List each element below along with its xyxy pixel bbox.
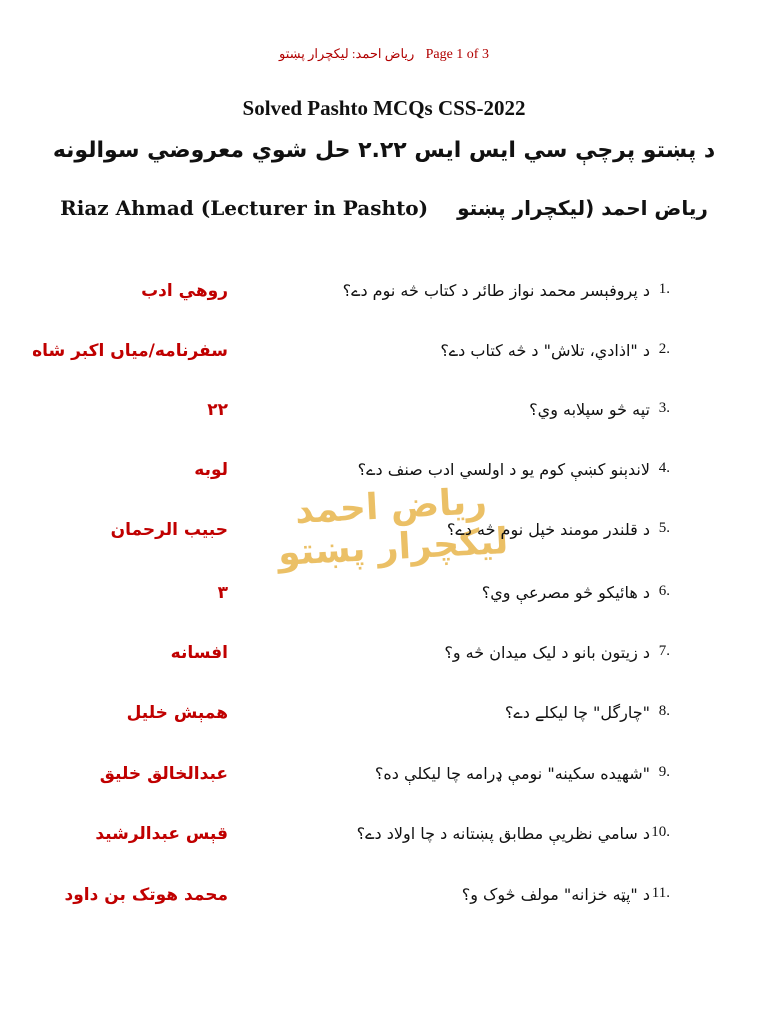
question-row [0, 643, 768, 673]
answer-text: روهي ادب [141, 281, 228, 301]
question-text: د "پټه خزانه" مولف څوک و؟ [461, 885, 650, 904]
question-number: 5. [658, 520, 670, 536]
question-row [0, 764, 768, 794]
question-number: 9. [658, 764, 670, 780]
question-number: 2. [658, 341, 670, 357]
question-text: تپه څو سپلابه وي؟ [529, 400, 650, 419]
question-text: د پروفېسر محمد نواز طائر د کتاب څه نوم دے؟ [342, 281, 650, 300]
answer-text: قېس عبدالرشيد [95, 824, 228, 844]
question-row [0, 460, 768, 490]
author-name-pashto: رياض احمد (ليکچرار پښتو [457, 196, 708, 220]
document-title-pashto: د پښتو پرچې سي ايس ايس ۲.۲۲ حل شوي معروضي سوالونه [52, 138, 716, 163]
answer-text: همېش خليل [126, 703, 228, 723]
question-text: د زيتون بانو د ليک ميدان څه و؟ [444, 643, 650, 662]
question-number: 7. [658, 643, 670, 659]
question-number: 11. [651, 885, 670, 901]
answer-text: حبيب الرحمان [110, 520, 228, 540]
document-title-english: Solved Pashto MCQs CSS-2022 [242, 96, 526, 120]
answer-text: محمد هوتک بن داود [64, 885, 228, 905]
question-number: 4. [658, 460, 670, 476]
question-number: 10. [651, 824, 670, 840]
question-text: د هائيکو څو مصرعې وي؟ [481, 583, 650, 602]
page-header [0, 46, 768, 63]
answer-text: عبدالخالق خليق [99, 764, 228, 784]
question-row [0, 824, 768, 854]
question-text: "شهيده سکينه" نومې ډرامه چا ليکلې ده؟ [374, 764, 650, 783]
answer-text: سفرنامه/میاں اکبر شاه [32, 341, 228, 361]
question-text: د سامي نظريې مطابق پښتانه د چا اولاد دے؟ [356, 824, 650, 843]
question-row [0, 400, 768, 430]
question-number: 6. [658, 583, 670, 599]
answer-text: ۳ [217, 583, 228, 603]
question-text: "چارگل" چا ليکلے دے؟ [504, 703, 650, 722]
question-row [0, 520, 768, 550]
question-text: لاندېنو کښې کوم يو د اولسي ادب صنف دے؟ [357, 460, 650, 479]
question-number: 3. [658, 400, 670, 416]
question-row [0, 703, 768, 733]
question-text: د قلندر مومند خپل نوم څه دے؟ [446, 520, 650, 539]
question-number: 1. [658, 281, 670, 297]
answer-text: ۲۲ [207, 400, 228, 420]
question-row [0, 885, 768, 915]
header-author: رياض احمد: ليکچرار پښتو [279, 46, 415, 61]
question-text: د "اذادي، تلاش" د څه کتاب دے؟ [440, 341, 650, 360]
question-row [0, 341, 768, 371]
author-name-english: Riaz Ahmad (Lecturer in Pashto) [60, 196, 429, 220]
question-row [0, 281, 768, 311]
answer-text: افسانه [170, 643, 228, 663]
question-row [0, 583, 768, 613]
page-number: Page 1 of 3 [425, 47, 489, 62]
question-number: 8. [658, 703, 670, 719]
watermark: رياض احمد ليکچرار پښتو [276, 481, 510, 574]
author-line [0, 196, 768, 220]
answer-text: لوبه [194, 460, 228, 480]
